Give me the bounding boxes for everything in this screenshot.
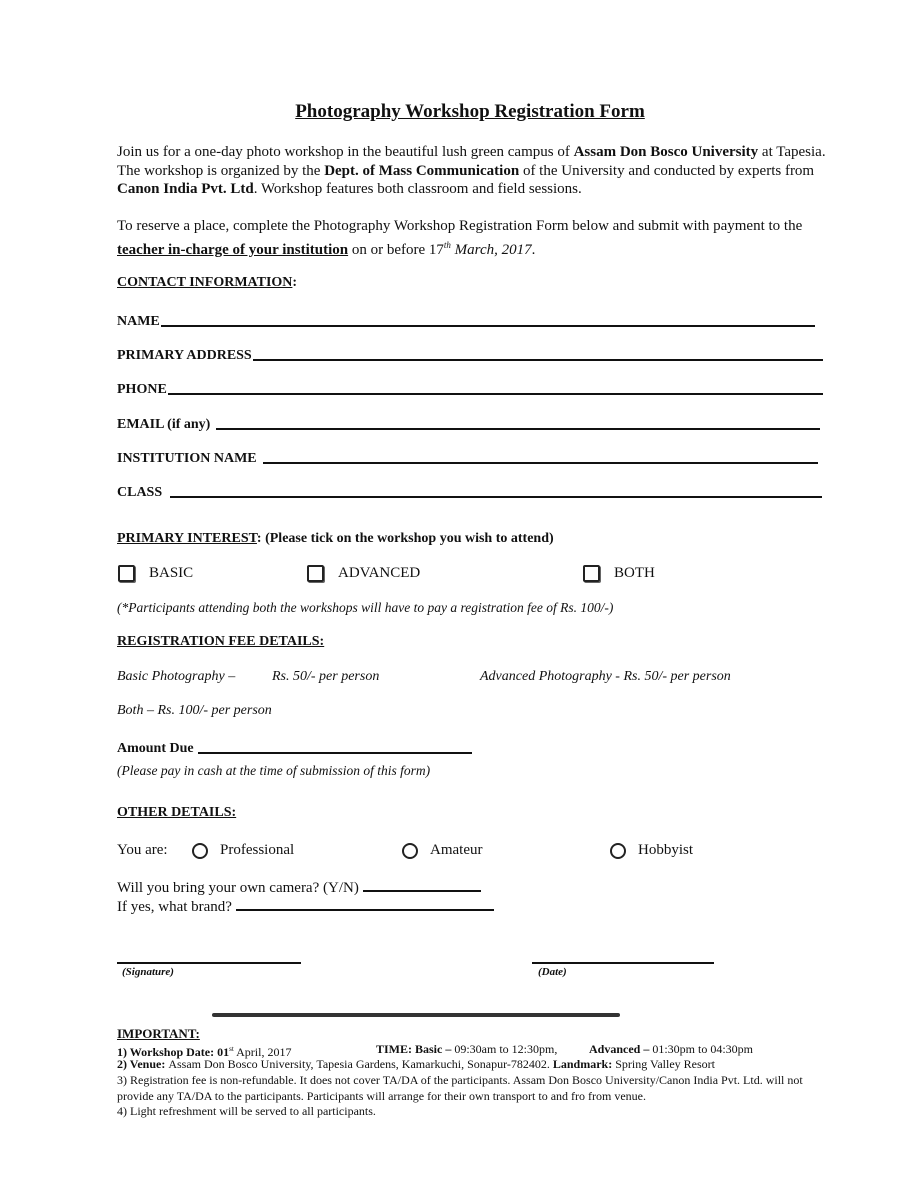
interest-heading-text: PRIMARY INTEREST (117, 531, 257, 546)
email-line[interactable] (216, 428, 820, 430)
reserve-text: on or before 17 (348, 241, 444, 258)
important-line-3: 3) Registration fee is non-refundable. It does not cover TA/DA of the participants. Assam Don Bosco University/Canon India Pvt. Ltd. will not provide any TA/DA to the participants. Participants will arrange for their own transport to and fro from venue. (117, 1073, 803, 1103)
intro-paragraph (117, 143, 829, 199)
workshop-date-suffix: st (229, 1045, 234, 1053)
payment-note: (Please pay in cash at the time of submission of this form) (117, 763, 431, 778)
important-line-2 (117, 1057, 837, 1073)
advanced-time-label: Advanced – (589, 1042, 653, 1056)
institution-name-label: INSTITUTION NAME (117, 451, 257, 466)
basic-label: BASIC (149, 565, 194, 581)
partner-name: Canon India Pvt. Ltd (117, 181, 254, 197)
amount-due-line[interactable] (198, 752, 472, 754)
intro-text: at Tapesia. The workshop is organized by the (117, 144, 826, 179)
contact-heading (117, 275, 297, 291)
signature-line[interactable] (117, 962, 301, 964)
advanced-label: ADVANCED (338, 565, 421, 581)
amateur-option[interactable] (402, 842, 482, 859)
advanced-fee: Advanced Photography - Rs. 50/- per person (480, 669, 731, 684)
basic-time: 09:30am to 12:30pm, (454, 1042, 558, 1056)
brand-answer-line[interactable] (236, 909, 494, 911)
landmark-label: Landmark: (552, 1057, 616, 1071)
both-label: BOTH (614, 565, 655, 581)
email-field[interactable] (117, 411, 820, 433)
brand-question (117, 899, 494, 916)
amateur-label: Amateur (430, 842, 483, 858)
name-field[interactable] (117, 308, 815, 330)
basic-fee-price: Rs. 50/- per person (272, 669, 380, 684)
important-line-4: 4) Light refreshment will be served to all participants. (117, 1104, 376, 1118)
amount-due-field[interactable] (117, 735, 472, 757)
institution-name-line[interactable] (263, 462, 818, 464)
primary-address-field[interactable] (117, 342, 823, 364)
hobbyist-option[interactable] (610, 842, 693, 859)
primary-address-label: PRIMARY ADDRESS (117, 348, 252, 363)
camera-question-text: Will you bring your own camera? (Y/N) (117, 880, 359, 896)
reserve-text: To reserve a place, complete the Photography Workshop Registration Form below and submit with payment to the (117, 218, 803, 234)
primary-address-line[interactable] (253, 359, 823, 361)
professional-label: Professional (220, 842, 295, 858)
class-line[interactable] (170, 496, 822, 498)
fee-heading: REGISTRATION FEE DETAILS: (117, 634, 325, 649)
form-title: Photography Workshop Registration Form (295, 101, 645, 122)
university-name: Assam Don Bosco University (573, 144, 759, 160)
signature-label: (Signature) (122, 966, 174, 978)
department-name: Dept. of Mass Communication (324, 162, 520, 179)
institution-name-field[interactable] (117, 445, 818, 467)
intro-text: Join us for a one-day photo workshop in the beautiful lush green campus of (117, 144, 574, 160)
advanced-time (589, 1042, 753, 1058)
contact-heading-text: CONTACT INFORMATION (117, 275, 293, 290)
hobbyist-radio[interactable] (610, 843, 626, 859)
teacher-in-charge: teacher in-charge of your institution (117, 241, 349, 258)
professional-radio[interactable] (192, 843, 208, 859)
phone-field[interactable] (117, 376, 823, 398)
advanced-time-value: 01:30pm to 04:30pm (652, 1042, 754, 1056)
phone-line[interactable] (168, 393, 823, 395)
interest-note: : (Please tick on the workshop you wish to attend) (256, 531, 554, 546)
basic-checkbox-option[interactable] (118, 565, 193, 582)
date-line[interactable] (532, 962, 714, 964)
professional-option[interactable] (192, 842, 294, 859)
brand-question-text: If yes, what brand? (117, 899, 232, 915)
basic-fee-label: Basic Photography – (117, 669, 236, 684)
advanced-checkbox[interactable] (307, 565, 324, 582)
amateur-radio[interactable] (402, 843, 418, 859)
landmark-value: Spring Valley Resort (615, 1057, 715, 1071)
amount-due-label: Amount Due (117, 741, 194, 756)
camera-answer-line[interactable] (363, 890, 481, 892)
other-heading: OTHER DETAILS: (117, 805, 237, 820)
workshop-date-label: 1) Workshop Date: 01 (117, 1045, 230, 1059)
name-label: NAME (117, 314, 160, 329)
interest-heading (117, 531, 554, 547)
date-suffix: th (443, 239, 451, 250)
reserve-paragraph (117, 217, 829, 259)
time-label: TIME: Basic – (376, 1042, 455, 1056)
name-line[interactable] (161, 325, 815, 327)
interest-footnote: (*Participants attending both the workshops will have to pay a registration fee of Rs. 100/-) (117, 600, 614, 615)
phone-label: PHONE (117, 382, 167, 397)
hobbyist-label: Hobbyist (638, 842, 694, 858)
both-checkbox[interactable] (583, 565, 600, 582)
camera-question (117, 880, 481, 897)
advanced-checkbox-option[interactable] (307, 565, 420, 582)
workshop-time (376, 1042, 557, 1058)
section-divider (212, 1013, 620, 1017)
deadline-date: March, 2017 (450, 241, 532, 258)
intro-text: . Workshop features both classroom and field sessions. (253, 181, 582, 197)
email-label: EMAIL (if any) (117, 417, 211, 432)
you-are-label: You are: (117, 842, 168, 858)
date-label: (Date) (538, 966, 567, 978)
class-label: CLASS (117, 485, 163, 500)
both-fee: Both – Rs. 100/- per person (117, 703, 272, 718)
both-checkbox-option[interactable] (583, 565, 655, 582)
important-heading: IMPORTANT: (117, 1026, 200, 1041)
class-field[interactable] (117, 479, 822, 501)
basic-checkbox[interactable] (118, 565, 135, 582)
venue-label: 2) Venue: (117, 1057, 169, 1071)
contact-heading-colon: : (292, 275, 298, 290)
intro-text: of the University and conducted by experts from (519, 162, 815, 179)
workshop-date: April, 2017 (233, 1045, 292, 1059)
reserve-text: . (531, 241, 536, 258)
venue-address: Assam Don Bosco University, Tapesia Gardens, Kamarkuchi, Sonapur-782402. (168, 1057, 553, 1071)
